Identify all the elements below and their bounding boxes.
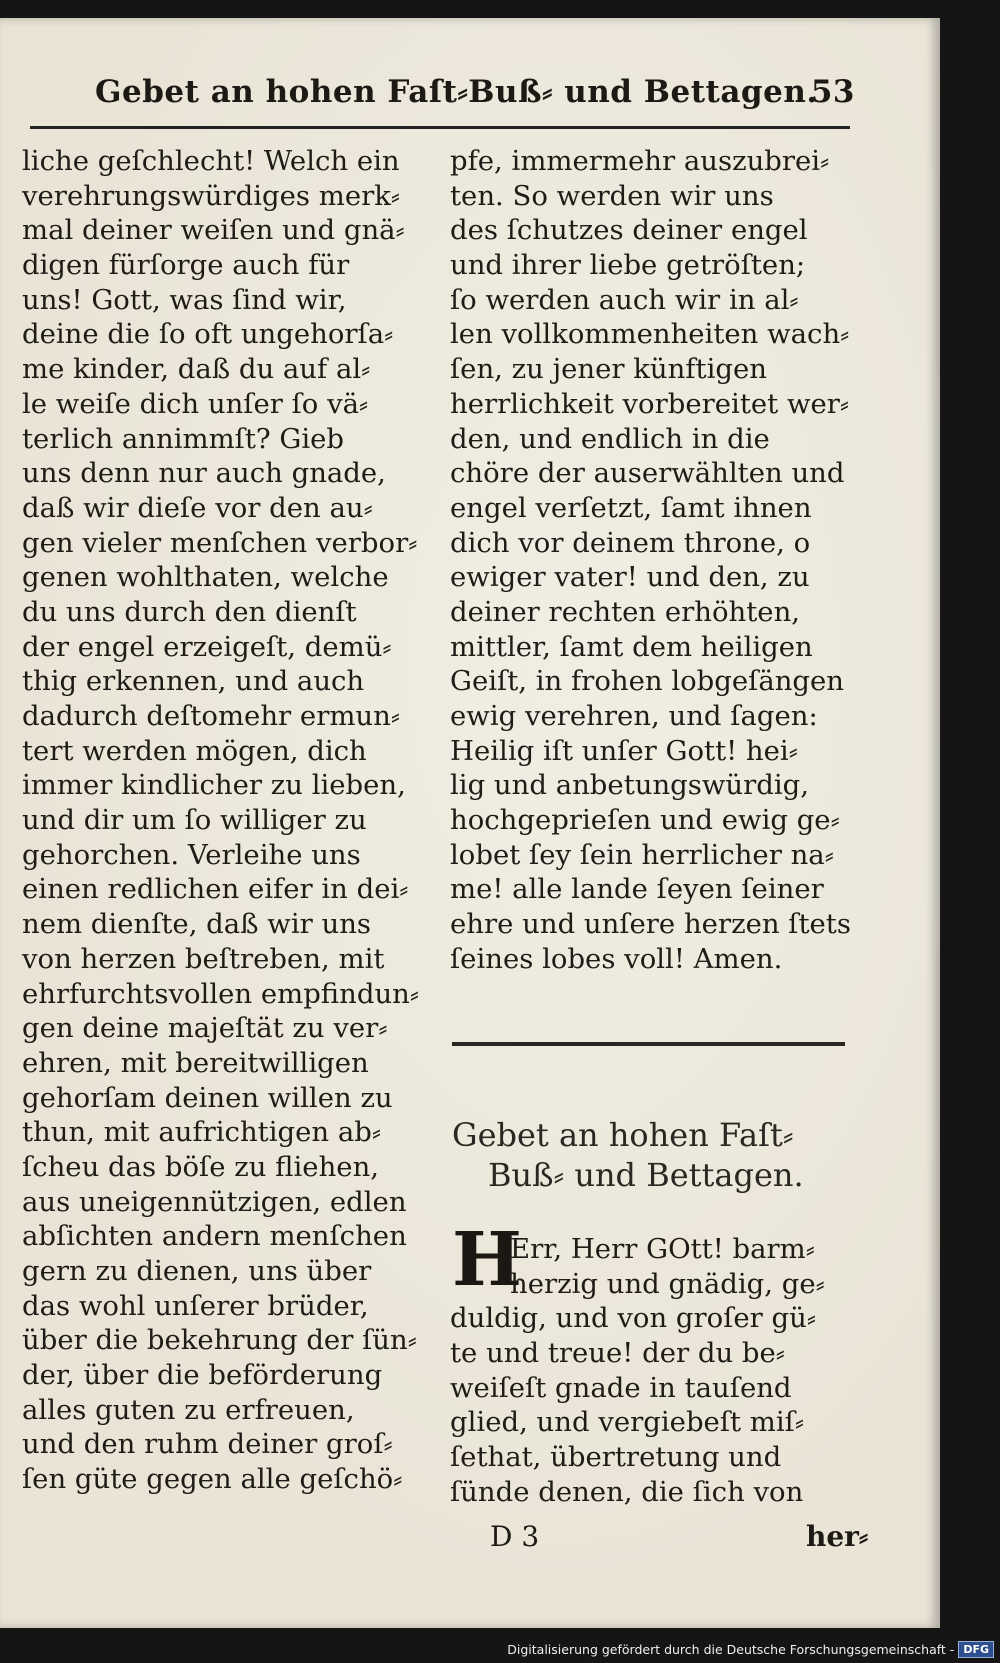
text-line: ehrfurchtsvollen empfindun⸗ (22, 977, 420, 1010)
page-number: 53 (810, 74, 855, 110)
text-line: lobet ſey ſein herrlicher na⸗ (450, 838, 834, 871)
text-line: uns! Gott, was ſind wir, (22, 283, 347, 316)
left-column (22, 144, 432, 1497)
text-line: hochgeprieſen und ewig ge⸗ (450, 804, 840, 837)
digitization-footer (507, 1639, 994, 1659)
text-line: gen vieler menſchen verbor⸗ (22, 526, 418, 559)
text-line: herzig und gnädig, ge⸗ (510, 1267, 825, 1300)
text-line: und den ruhm deiner groſ⸗ (22, 1428, 393, 1461)
section-heading-line1: Gebet an hohen Faſt⸗ (452, 1116, 794, 1154)
text-line: me kinder, daß du auf al⸗ (22, 353, 371, 386)
text-line: einen redlichen eifer in dei⸗ (22, 873, 409, 906)
text-line: ſo werden auch wir in al⸗ (450, 283, 799, 316)
text-line: len vollkommenheiten wach⸗ (450, 318, 850, 351)
text-line: ſethat, übertretung und (450, 1441, 782, 1474)
text-line: tert werden mögen, dich (22, 734, 367, 767)
running-title: Gebet an hohen Faſt⸗Buß⸗ und Bettagen. (95, 74, 818, 110)
text-line: der engel erzeigeſt, demü⸗ (22, 630, 392, 663)
prayer-text (450, 1232, 860, 1510)
text-line: deiner rechten erhöhten, (450, 595, 801, 628)
text-line: glied, und vergiebeſt miſ⸗ (450, 1406, 805, 1439)
text-line: chöre der auserwählten und (450, 457, 845, 490)
text-line: daß wir dieſe vor den au⸗ (22, 491, 373, 524)
text-line: des ſchutzes deiner engel (450, 214, 808, 247)
text-line: dich vor deinem throne, o (450, 526, 811, 559)
text-line: gehorſam deinen willen zu (22, 1081, 393, 1114)
text-line: ſeines lobes voll! Amen. (450, 942, 783, 975)
text-line: mal deiner weiſen und gnä⸗ (22, 214, 405, 247)
text-line: den, und endlich in die (450, 422, 770, 455)
text-line: abſichten andern menſchen (22, 1220, 407, 1253)
text-line: Heilig iſt unſer Gott! hei⸗ (450, 734, 798, 767)
text-line: ten. So werden wir uns (450, 179, 774, 212)
text-line: das wohl unſerer brüder, (22, 1289, 369, 1322)
text-line: ſünde denen, die ſich von (450, 1475, 804, 1508)
footer-text: Digitalisierung gefördert durch die Deutsche Forschungsgemeinschaft - (507, 1641, 955, 1657)
signature-mark: D 3 (490, 1520, 540, 1553)
text-line: uns denn nur auch gnade, (22, 457, 386, 490)
text-line: deine die ſo oft ungehorſa⸗ (22, 318, 394, 351)
running-head (95, 64, 855, 112)
text-line: pfe, immermehr auszubrei⸗ (450, 145, 830, 177)
text-line: terlich annimmſt? Gieb (22, 422, 345, 455)
text-line: gehorchen. Verleihe uns (22, 838, 361, 871)
book-page (0, 18, 940, 1628)
header-rule (30, 126, 850, 129)
text-line: gern zu dienen, uns über (22, 1255, 372, 1287)
text-line: herrlichkeit vorbereitet wer⸗ (450, 387, 850, 420)
text-line: alles guten zu erfreuen, (22, 1393, 355, 1426)
text-line: du uns durch den dienſt (22, 595, 357, 628)
text-line: immer kindlicher zu lieben, (22, 769, 406, 802)
text-line: te und treue! der du be⸗ (450, 1337, 785, 1370)
text-line: thig erkennen, und auch (22, 665, 365, 698)
text-line: duldig, und von groſer gü⸗ (450, 1302, 817, 1335)
text-line: engel verſetzt, ſamt ihnen (450, 491, 812, 524)
text-line: über die bekehrung der ſün⸗ (22, 1324, 417, 1357)
text-line: le weiſe dich unſer ſo vä⸗ (22, 387, 369, 420)
text-line: ſen güte gegen alle geſchö⸗ (22, 1463, 403, 1496)
text-line: nem dienſte, daß wir uns (22, 908, 372, 941)
text-line: und ihrer liebe getröſten; (450, 249, 806, 282)
text-line: weiſeſt gnade in tauſend (450, 1371, 792, 1404)
text-line: thun, mit aufrichtigen ab⸗ (22, 1116, 382, 1149)
text-line: ehren, mit bereitwilligen (22, 1046, 369, 1079)
text-line: aus uneigennützigen, edlen (22, 1185, 407, 1218)
text-line: ehre und unſere herzen ſtets (450, 908, 851, 941)
text-line: verehrungswürdiges merk⸗ (22, 179, 401, 212)
text-line: gen deine majeſtät zu ver⸗ (22, 1012, 388, 1045)
text-line: liche geſchlecht! Welch ein (22, 145, 400, 177)
text-line: dadurch deſtomehr ermun⸗ (22, 700, 401, 732)
text-line: lig und anbetungswürdig, (450, 769, 810, 802)
text-line: Geiſt, in frohen lobgeſängen (450, 665, 845, 698)
text-line: mittler, ſamt dem heiligen (450, 630, 813, 663)
text-line: digen fürſorge auch für (22, 249, 350, 282)
text-line: ewiger vater! und den, zu (450, 561, 810, 594)
text-line: genen wohlthaten, welche (22, 561, 389, 594)
right-column (450, 144, 860, 977)
dfg-logo: DFG (958, 1641, 994, 1658)
section-heading-line2: Buß⸗ und Bettagen. (488, 1156, 804, 1194)
text-line: ſen, zu jener künftigen (450, 353, 767, 386)
text-line: von herzen beſtreben, mit (22, 942, 385, 975)
text-line: ewig verehren, und ſagen: (450, 700, 818, 732)
drop-cap: H (452, 1217, 522, 1303)
text-line: ſcheu das böſe zu fliehen, (22, 1150, 380, 1183)
text-line: der, über die beförderung (22, 1359, 383, 1392)
text-line: und dir um ſo williger zu (22, 804, 367, 837)
section-heading (452, 1115, 852, 1195)
section-separator (452, 1042, 845, 1046)
text-line: me! alle lande ſeyen ſeiner (450, 873, 824, 906)
text-line: Err, Herr GOtt! barm⸗ (510, 1233, 815, 1265)
catchword: her⸗ (806, 1520, 869, 1553)
